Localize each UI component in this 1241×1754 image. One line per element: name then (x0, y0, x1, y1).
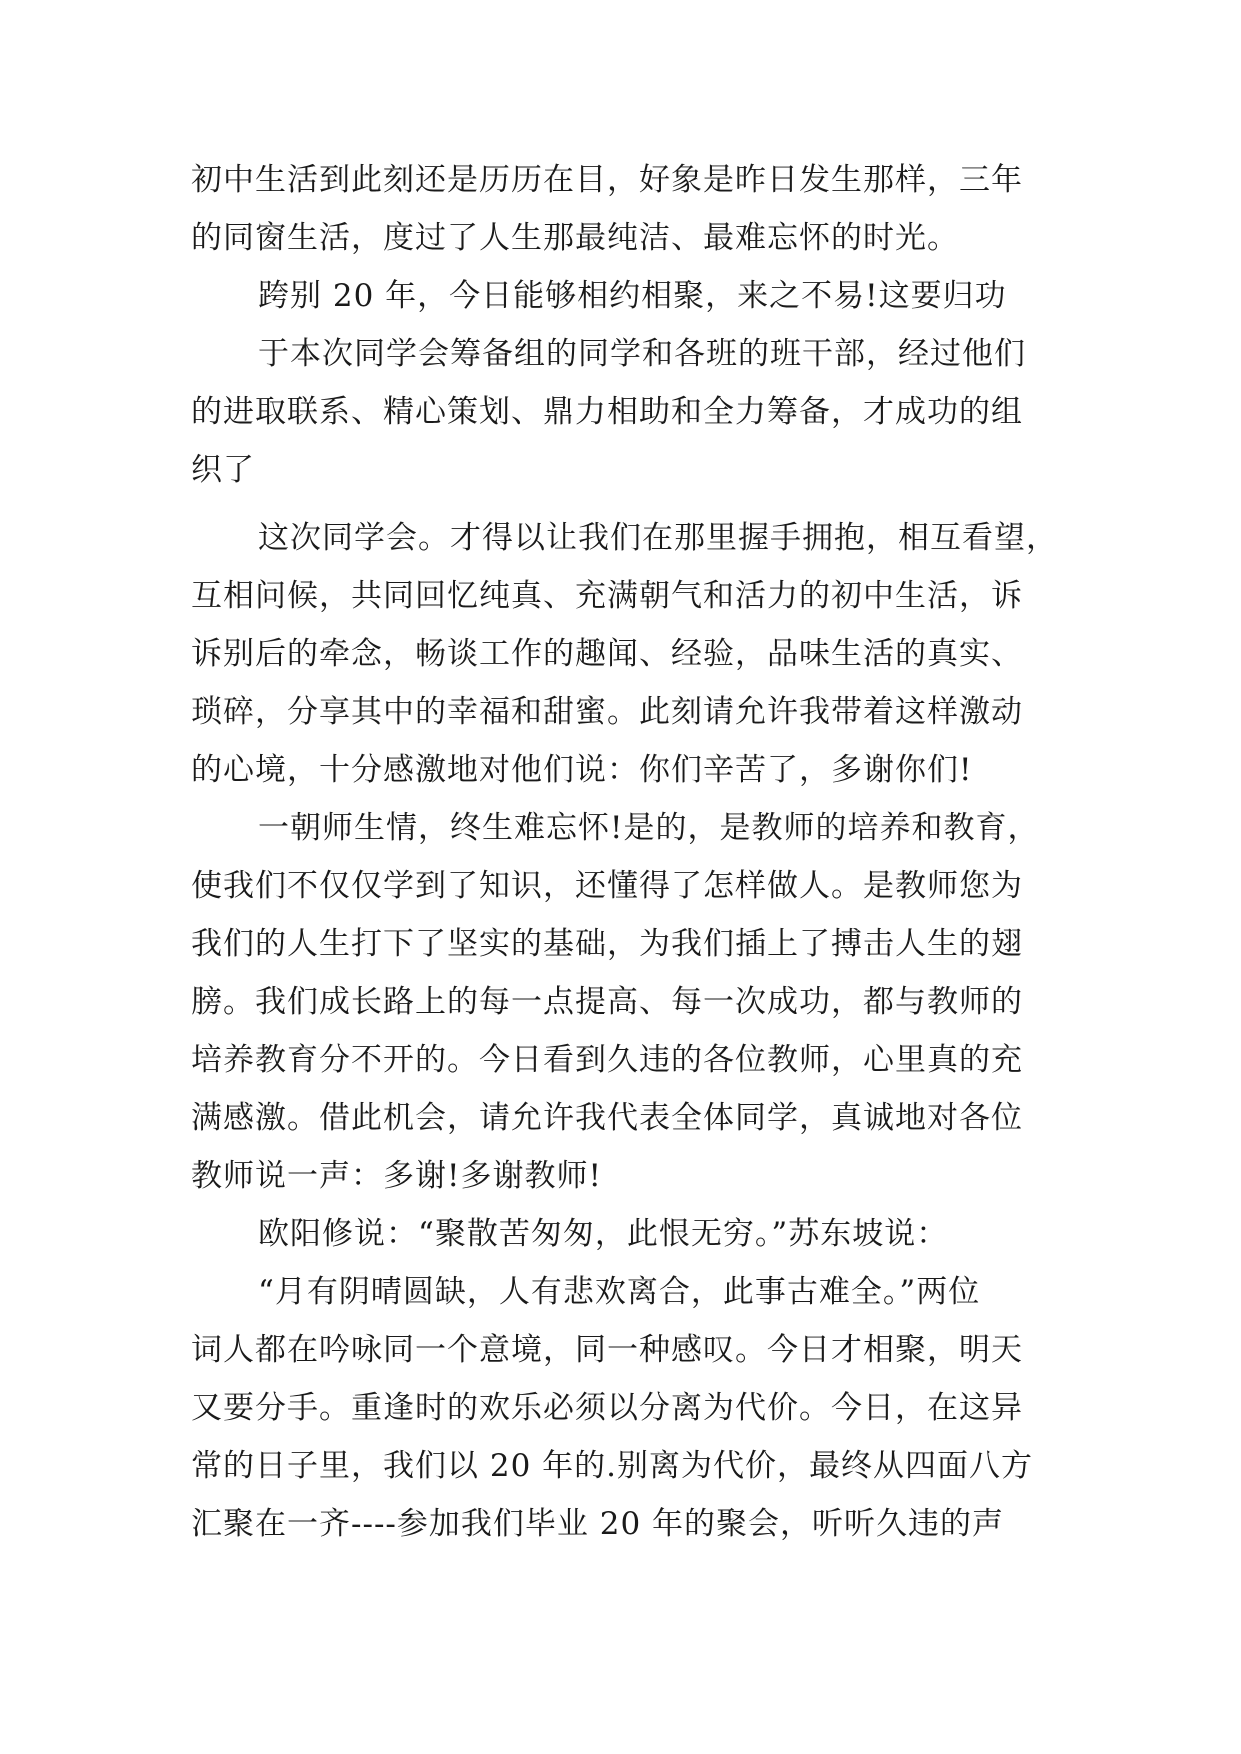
text-line-14: 我们的人生打下了坚实的基础，为我们插上了搏击人生的翅 (191, 926, 1023, 962)
text-line-22: 又要分手。重逢时的欢乐必须以分离为代价。今日，在这异 (191, 1390, 1023, 1426)
text-line-7: 这次同学会。才得以让我们在那里握手拥抱，相互看望， (258, 520, 1058, 556)
text-line-16: 培养教育分不开的。今日看到久违的各位教师，心里真的充 (191, 1042, 1023, 1078)
text-line-24: 汇聚在一齐----参加我们毕业 20 年的聚会，听听久违的声 (191, 1506, 1005, 1542)
text-line-10: 琐碎，分享其中的幸福和甜蜜。此刻请允许我带着这样激动 (191, 694, 1023, 730)
text-line-6: 织了 (191, 452, 255, 488)
text-line-17: 满感激。借此机会，请允许我代表全体同学，真诚地对各位 (191, 1100, 1023, 1136)
text-line-19: 欧阳修说：“聚散苦匆匆，此恨无穷。”苏东坡说： (258, 1216, 949, 1252)
text-line-18: 教师说一声：多谢!多谢教师! (191, 1158, 602, 1194)
text-line-5: 的进取联系、精心策划、鼎力相助和全力筹备，才成功的组 (191, 394, 1023, 430)
text-line-13: 使我们不仅仅学到了知识，还懂得了怎样做人。是教师您为 (191, 868, 1023, 904)
text-line-23: 常的日子里，我们以 20 年的.别离为代价，最终从四面八方 (191, 1448, 1034, 1484)
text-line-11: 的心境，十分感激地对他们说：你们辛苦了，多谢你们! (191, 752, 973, 788)
text-line-2: 的同窗生活，度过了人生那最纯洁、最难忘怀的时光。 (191, 220, 959, 256)
text-line-20: “月有阴晴圆缺，人有悲欢离合，此事古难全。”两位 (258, 1274, 981, 1310)
text-line-12: 一朝师生情，终生难忘怀!是的，是教师的培养和教育， (258, 810, 1040, 846)
text-line-3: 跨别 20 年，今日能够相约相聚，来之不易!这要归功 (258, 278, 1007, 314)
text-line-1: 初中生活到此刻还是历历在目，好象是昨日发生那样，三年 (191, 162, 1023, 198)
text-line-21: 词人都在吟咏同一个意境，同一种感叹。今日才相聚，明天 (191, 1332, 1023, 1368)
text-line-4: 于本次同学会筹备组的同学和各班的班干部，经过他们 (258, 336, 1026, 372)
text-line-9: 诉别后的牵念，畅谈工作的趣闻、经验，品味生活的真实、 (191, 636, 1023, 672)
text-line-8: 互相问候，共同回忆纯真、充满朝气和活力的初中生活，诉 (191, 578, 1023, 614)
text-line-15: 膀。我们成长路上的每一点提高、每一次成功，都与教师的 (191, 984, 1023, 1020)
